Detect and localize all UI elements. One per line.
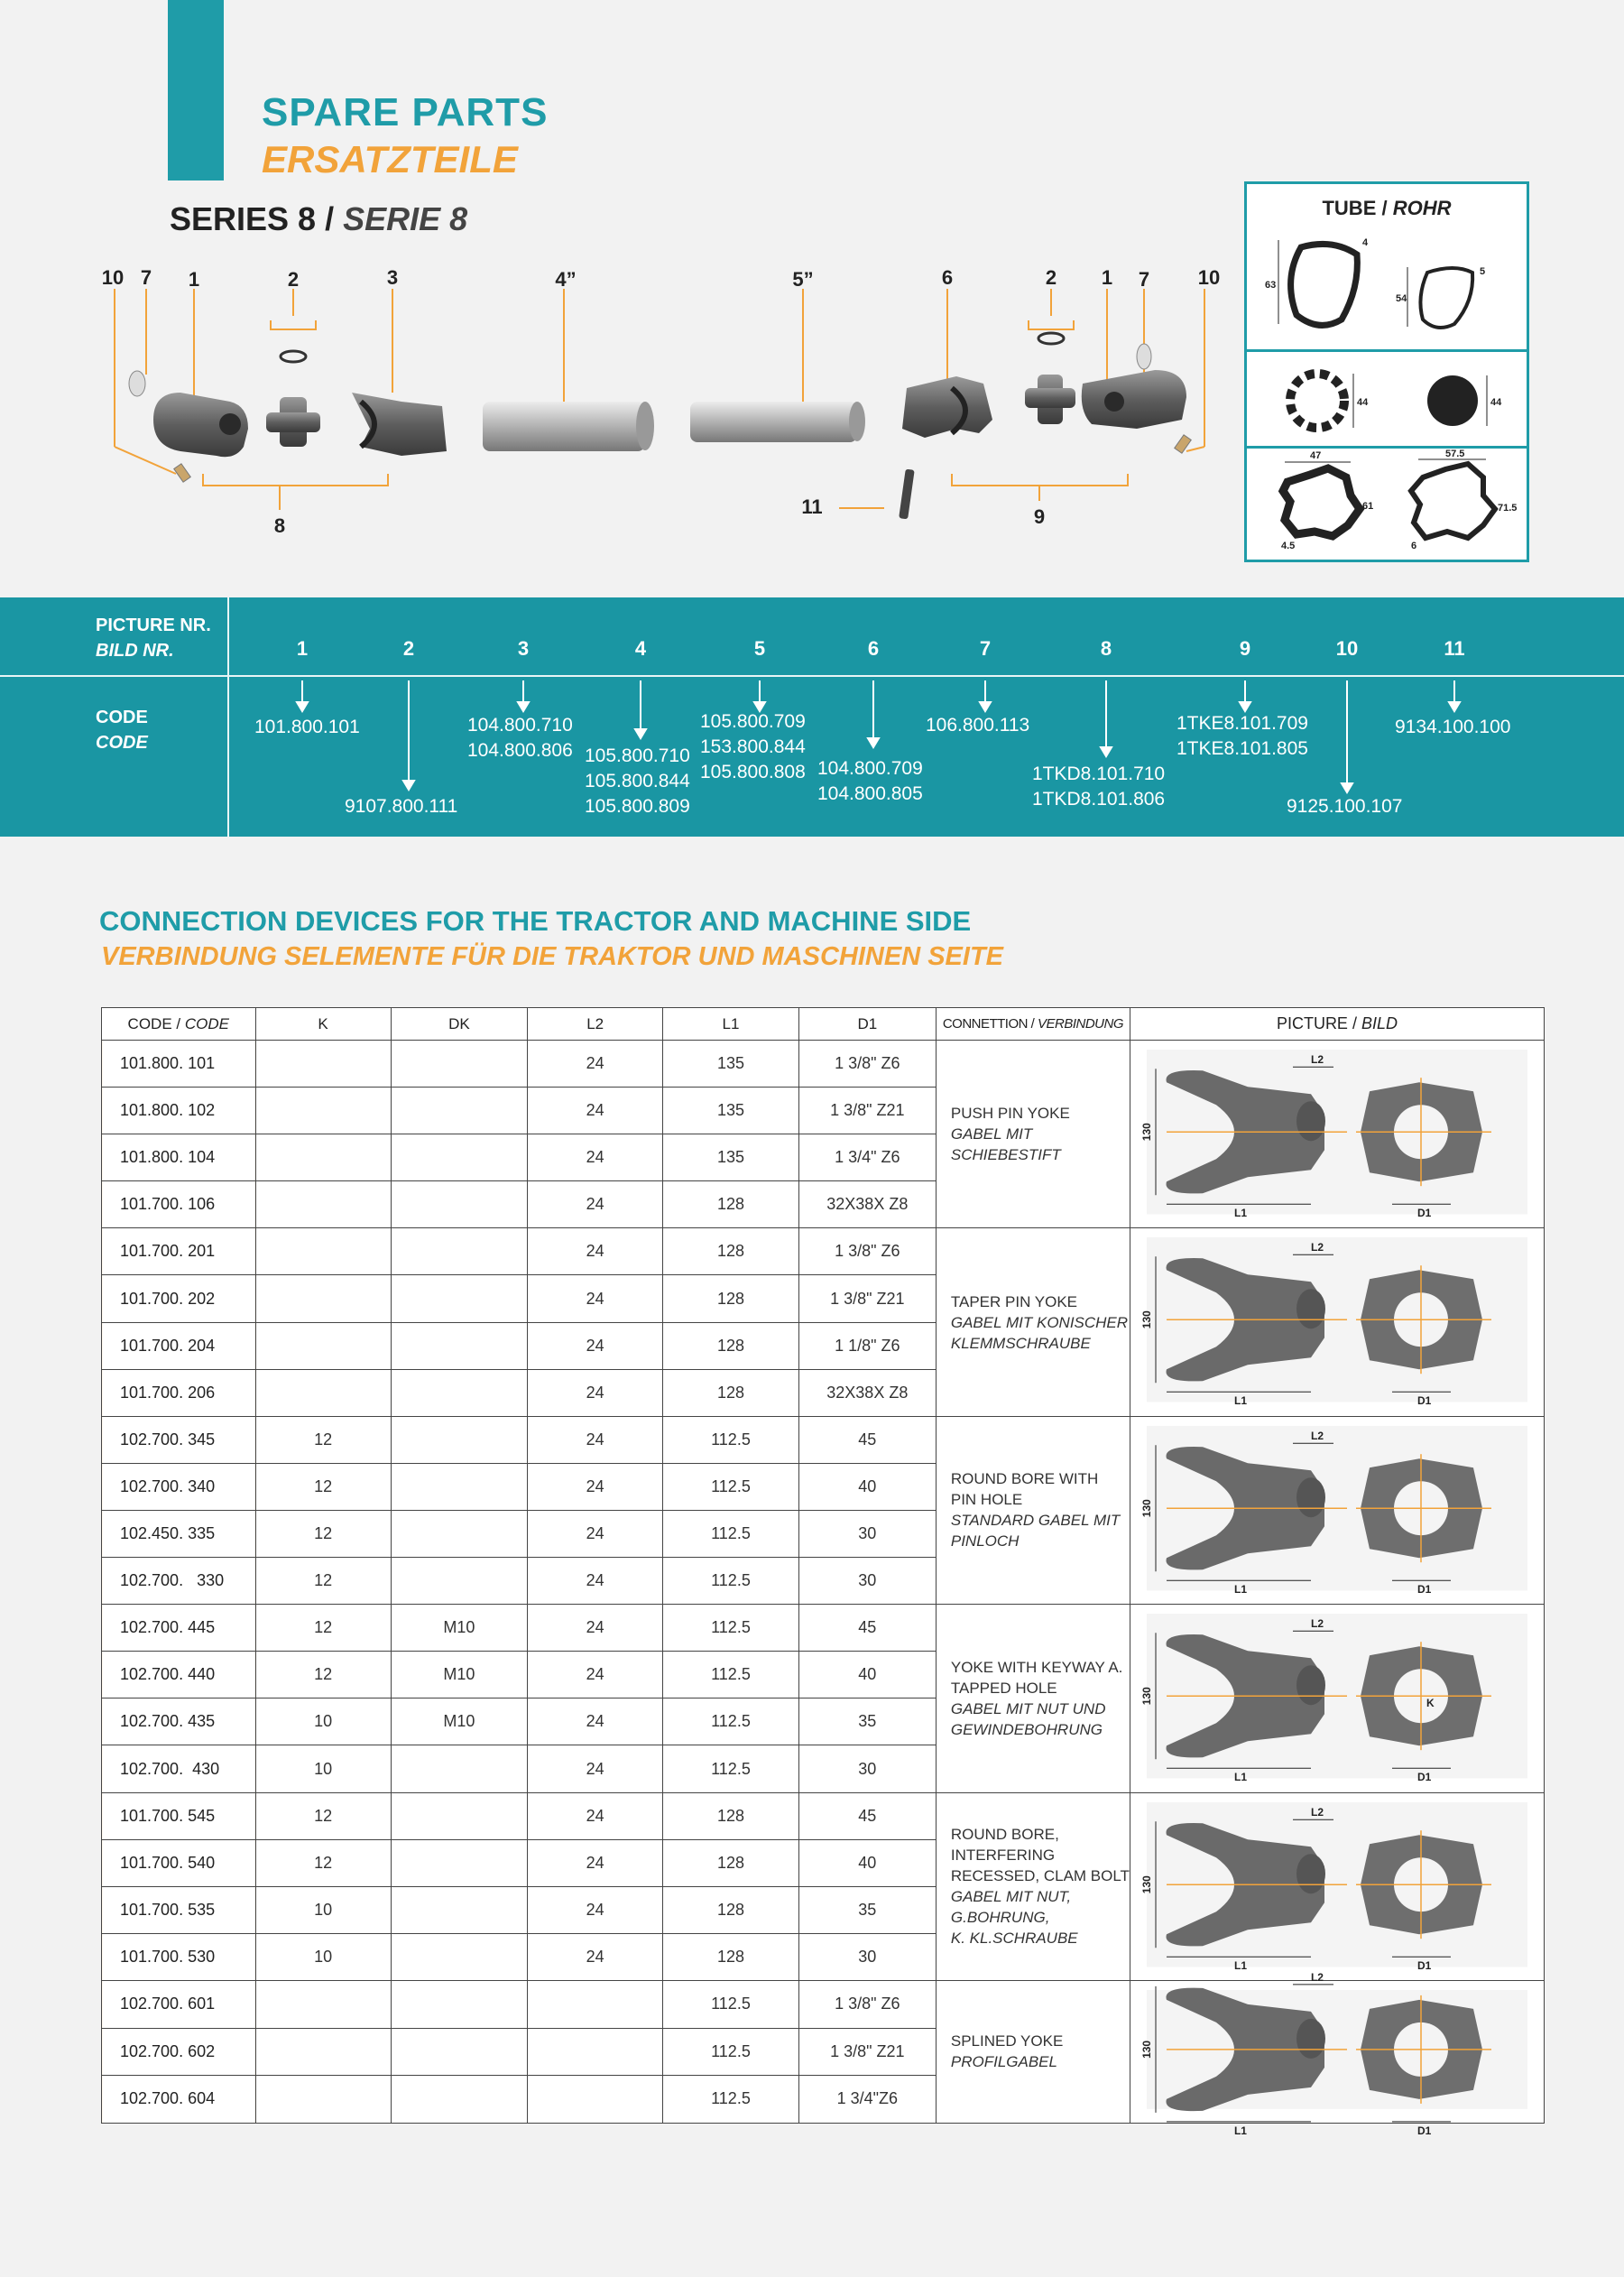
tube-dim: 54 xyxy=(1396,293,1407,304)
cell-d1: 35 xyxy=(798,1886,936,1933)
header-code: CODE / CODE xyxy=(102,1008,256,1041)
callout-7-left: 7 xyxy=(140,266,152,289)
dim-l1-label: L1 xyxy=(1233,1582,1247,1596)
connection-name-german: STANDARD GABEL MIT PINLOCH xyxy=(950,1512,1121,1550)
exploded-view-diagram xyxy=(90,266,1227,555)
cell-code: 102.700. 445 xyxy=(102,1605,256,1652)
cell-l1: 128 xyxy=(663,1275,799,1322)
dim-l1-label: L1 xyxy=(1233,2124,1247,2137)
cell-picture xyxy=(1130,1228,1544,1416)
cell-dk xyxy=(391,1322,527,1369)
cell-k xyxy=(255,1041,391,1088)
tube-dim: 44 xyxy=(1357,397,1369,408)
cell-l1: 112.5 xyxy=(663,1463,799,1510)
cell-code: 101.800. 104 xyxy=(102,1134,256,1181)
yoke-drawing xyxy=(1130,1793,1544,1976)
cell-k xyxy=(255,1322,391,1369)
callout-8: 8 xyxy=(273,514,286,537)
cell-l1: 128 xyxy=(663,1369,799,1416)
picture-nr-4: 4 xyxy=(634,637,647,660)
cell-l1: 112.5 xyxy=(663,1745,799,1792)
series-label: SERIES 8 / xyxy=(170,200,335,237)
callout-9: 9 xyxy=(1033,505,1046,528)
cell-k xyxy=(255,1275,391,1322)
picture-nr-10: 10 xyxy=(1335,637,1359,660)
cell-dk xyxy=(391,1041,527,1088)
connection-name-german: GABEL MIT SCHIEBESTIFT xyxy=(950,1125,1061,1164)
dim-l1-label: L1 xyxy=(1233,1771,1247,1784)
callout-2-right: 2 xyxy=(1045,266,1057,289)
dim-height-label: 130 xyxy=(1140,1310,1153,1329)
cell-l1: 128 xyxy=(663,1181,799,1228)
cell-dk xyxy=(391,1134,527,1181)
cell-l2: 24 xyxy=(528,1322,663,1369)
dim-d1-label: D1 xyxy=(1416,1582,1432,1596)
dim-l2-label: L2 xyxy=(1310,1617,1324,1631)
cell-code: 102.700. 430 xyxy=(102,1745,256,1792)
cell-d1: 32X38X Z8 xyxy=(798,1181,936,1228)
cell-dk xyxy=(391,1228,527,1275)
cell-l2: 24 xyxy=(528,1886,663,1933)
cell-dk xyxy=(391,1792,527,1839)
cell-connection xyxy=(936,1228,1130,1416)
dim-d1-label: D1 xyxy=(1416,1771,1432,1784)
header-k: K xyxy=(255,1008,391,1041)
tube-dim: 47 xyxy=(1310,450,1322,461)
picture-nr-5: 5 xyxy=(753,637,766,660)
dim-d1-label: D1 xyxy=(1416,1394,1432,1408)
cell-d1: 40 xyxy=(798,1463,936,1510)
dim-height-label: 130 xyxy=(1140,1874,1153,1893)
cell-connection xyxy=(936,1792,1130,1980)
cell-k: 12 xyxy=(255,1463,391,1510)
cell-l2: 24 xyxy=(528,1416,663,1463)
header-l2: L2 xyxy=(528,1008,663,1041)
cell-d1: 1 3/8" Z21 xyxy=(798,2028,936,2076)
cell-d1: 30 xyxy=(798,1933,936,1980)
table-row xyxy=(102,1792,1545,1839)
picture-nr-8: 8 xyxy=(1100,637,1112,660)
tube-dim: 4.5 xyxy=(1281,541,1296,551)
callout-3: 3 xyxy=(386,266,399,289)
cell-d1: 40 xyxy=(798,1652,936,1698)
cell-l1: 112.5 xyxy=(663,1558,799,1605)
tube-title: TUBE / ROHR xyxy=(1322,197,1452,219)
dim-d1-label: D1 xyxy=(1416,1207,1432,1220)
cell-k xyxy=(255,1980,391,2028)
cell-l2: 24 xyxy=(528,1745,663,1792)
header-d1: D1 xyxy=(798,1008,936,1041)
cell-d1: 45 xyxy=(798,1792,936,1839)
cell-connection xyxy=(936,1980,1130,2123)
cell-d1: 45 xyxy=(798,1605,936,1652)
cell-code: 101.700. 201 xyxy=(102,1228,256,1275)
cell-l1: 112.5 xyxy=(663,1980,799,2028)
callout-4: 4” xyxy=(555,268,577,291)
cell-dk xyxy=(391,1181,527,1228)
connection-name: SPLINED YOKE xyxy=(950,2032,1064,2050)
part-code-3: 104.800.710 104.800.806 xyxy=(467,715,573,761)
dim-height-label: 130 xyxy=(1140,1498,1153,1517)
dim-l2-label: L2 xyxy=(1310,1053,1324,1067)
tube-profiles-box xyxy=(1244,181,1529,562)
series-title xyxy=(170,200,467,238)
cell-code: 101.700. 530 xyxy=(102,1933,256,1980)
cell-picture xyxy=(1130,1605,1544,1792)
tube-dim: 71.5 xyxy=(1498,503,1518,514)
dim-l2-label: L2 xyxy=(1310,1241,1324,1254)
cell-code: 102.700. 435 xyxy=(102,1698,256,1745)
cell-d1: 32X38X Z8 xyxy=(798,1369,936,1416)
picture-nr-7: 7 xyxy=(979,637,992,660)
cell-k xyxy=(255,1134,391,1181)
connection-name: ROUND BORE, INTERFERING RECESSED, CLAM BOLT xyxy=(950,1826,1130,1885)
callout-6: 6 xyxy=(941,266,954,289)
cell-dk xyxy=(391,1745,527,1792)
cell-l2: 24 xyxy=(528,1558,663,1605)
page-title: SPARE PARTS xyxy=(262,90,549,134)
cell-l1: 112.5 xyxy=(663,1698,799,1745)
header-dk: DK xyxy=(391,1008,527,1041)
series-label-german: SERIE 8 xyxy=(343,200,468,237)
cell-d1: 40 xyxy=(798,1839,936,1886)
cell-code: 102.700. 345 xyxy=(102,1416,256,1463)
cell-dk xyxy=(391,2028,527,2076)
header-l1: L1 xyxy=(663,1008,799,1041)
cell-l2: 24 xyxy=(528,1088,663,1134)
tube-dim: 4 xyxy=(1362,237,1369,248)
cell-k xyxy=(255,1228,391,1275)
cell-l2: 24 xyxy=(528,1510,663,1557)
callout-10-right: 10 xyxy=(1197,266,1221,289)
cell-l2: 24 xyxy=(528,1839,663,1886)
header-connection: CONNETTION / VERBINDUNG xyxy=(936,1008,1130,1041)
cell-picture xyxy=(1130,1970,1544,2137)
cell-l1: 135 xyxy=(663,1134,799,1181)
cell-l1: 135 xyxy=(663,1041,799,1088)
tube-dim: 5 xyxy=(1480,266,1486,277)
cell-dk xyxy=(391,1369,527,1416)
connection-title: CONNECTION DEVICES FOR THE TRACTOR AND MACHINE SIDE xyxy=(99,905,972,937)
tube-dim: 6 xyxy=(1411,541,1417,551)
dim-height-label: 130 xyxy=(1140,2040,1153,2059)
cell-code: 101.700. 545 xyxy=(102,1792,256,1839)
cell-dk xyxy=(391,1980,527,2028)
tube-dim: 57.5 xyxy=(1445,449,1465,459)
cell-l2: 24 xyxy=(528,1134,663,1181)
cell-d1: 1 3/8" Z6 xyxy=(798,1041,936,1088)
cell-l1: 128 xyxy=(663,1933,799,1980)
cell-code: 101.800. 102 xyxy=(102,1088,256,1134)
dim-d1-label: D1 xyxy=(1416,1958,1432,1972)
yoke-drawing xyxy=(1130,1605,1544,1787)
cell-l1: 128 xyxy=(663,1839,799,1886)
cell-code: 102.700. 330 xyxy=(102,1558,256,1605)
cell-dk xyxy=(391,1886,527,1933)
cell-l2: 24 xyxy=(528,1792,663,1839)
cell-dk xyxy=(391,1463,527,1510)
cell-code: 102.700. 602 xyxy=(102,2028,256,2076)
dim-k-label: K xyxy=(1426,1697,1435,1710)
cell-l1: 112.5 xyxy=(663,1510,799,1557)
picture-nr-3: 3 xyxy=(517,637,530,660)
cell-l2 xyxy=(528,2076,663,2124)
callout-7-right: 7 xyxy=(1138,268,1150,291)
cell-k: 12 xyxy=(255,1652,391,1698)
connection-name: PUSH PIN YOKE xyxy=(950,1105,1070,1123)
cell-d1: 30 xyxy=(798,1558,936,1605)
cell-l1: 128 xyxy=(663,1228,799,1275)
tube-dim: 44 xyxy=(1490,397,1502,408)
cell-d1: 45 xyxy=(798,1416,936,1463)
dim-height-label: 130 xyxy=(1140,1123,1153,1142)
cell-d1: 30 xyxy=(798,1510,936,1557)
part-code-7: 106.800.113 xyxy=(926,715,1030,736)
part-code-11: 9134.100.100 xyxy=(1395,717,1511,737)
cell-k: 12 xyxy=(255,1558,391,1605)
connection-name: YOKE WITH KEYWAY A. TAPPED HOLE xyxy=(950,1658,1123,1697)
part-code-2: 9107.800.111 xyxy=(345,796,458,817)
cell-l1: 112.5 xyxy=(663,1652,799,1698)
connection-devices-table xyxy=(101,1007,1545,2137)
part-code-6: 104.800.709 104.800.805 xyxy=(817,758,923,804)
part-code-4: 105.800.710 105.800.844 105.800.809 xyxy=(585,745,690,817)
table-row xyxy=(102,1228,1545,1275)
cell-k: 10 xyxy=(255,1745,391,1792)
cell-k: 10 xyxy=(255,1698,391,1745)
cell-k: 10 xyxy=(255,1886,391,1933)
tube-profiles-diagram xyxy=(1247,184,1527,560)
dim-l1-label: L1 xyxy=(1233,1394,1247,1408)
yoke-drawing xyxy=(1130,1041,1544,1223)
cell-dk xyxy=(391,1416,527,1463)
cell-l1: 112.5 xyxy=(663,2028,799,2076)
part-code-8: 1TKD8.101.710 1TKD8.101.806 xyxy=(1032,764,1166,810)
cell-code: 101.700. 206 xyxy=(102,1369,256,1416)
cell-d1: 1 3/8" Z6 xyxy=(798,1228,936,1275)
yoke-drawing xyxy=(1130,1228,1544,1411)
cell-picture xyxy=(1130,1041,1544,1228)
cell-dk: M10 xyxy=(391,1698,527,1745)
cell-l2: 24 xyxy=(528,1605,663,1652)
cell-l2: 24 xyxy=(528,1698,663,1745)
cell-code: 102.700. 601 xyxy=(102,1980,256,2028)
cell-k xyxy=(255,2028,391,2076)
cell-d1: 1 3/8" Z21 xyxy=(798,1275,936,1322)
yoke-drawing xyxy=(1130,1417,1544,1599)
connection-name: ROUND BORE WITH PIN HOLE xyxy=(950,1470,1099,1509)
cell-d1: 1 3/4"Z6 xyxy=(798,2076,936,2124)
cell-code: 102.700. 604 xyxy=(102,2076,256,2124)
cell-k: 10 xyxy=(255,1933,391,1980)
cell-code: 101.700. 106 xyxy=(102,1181,256,1228)
cell-l1: 128 xyxy=(663,1886,799,1933)
connection-name-german: GABEL MIT KONISCHER KLEMMSCHRAUBE xyxy=(950,1313,1129,1352)
dim-l1-label: L1 xyxy=(1233,1958,1247,1972)
accent-bar xyxy=(168,0,224,180)
picture-nr-11: 11 xyxy=(1444,637,1465,660)
connection-name-german: PROFILGABEL xyxy=(950,2053,1057,2071)
cell-dk xyxy=(391,1275,527,1322)
bild-nr-label: BILD NR. xyxy=(96,641,174,661)
cell-l2: 24 xyxy=(528,1275,663,1322)
cell-l2: 24 xyxy=(528,1463,663,1510)
code-label: CODE xyxy=(96,708,148,727)
cell-dk xyxy=(391,1558,527,1605)
cell-l1: 112.5 xyxy=(663,1605,799,1652)
table-row xyxy=(102,1980,1545,2028)
connection-title-german: VERBINDUNG SELEMENTE FÜR DIE TRAKTOR UND MASCHINEN SEITE xyxy=(101,942,1004,971)
dim-l2-label: L2 xyxy=(1310,1429,1324,1442)
cell-picture xyxy=(1130,1416,1544,1604)
cell-l1: 128 xyxy=(663,1322,799,1369)
cell-d1: 1 1/8" Z6 xyxy=(798,1322,936,1369)
connection-name: TAPER PIN YOKE xyxy=(950,1292,1078,1310)
part-code-5: 105.800.709 153.800.844 105.800.808 xyxy=(700,711,806,782)
cell-l1: 128 xyxy=(663,1792,799,1839)
cell-l2 xyxy=(528,1980,663,2028)
cell-dk xyxy=(391,1510,527,1557)
cell-k: 12 xyxy=(255,1792,391,1839)
part-code-10: 9125.100.107 xyxy=(1287,796,1403,817)
cell-connection xyxy=(936,1041,1130,1228)
connection-name-german: GABEL MIT NUT, G.BOHRUNG, K. KL.SCHRAUBE xyxy=(950,1888,1078,1948)
dim-d1-label: D1 xyxy=(1416,2124,1432,2137)
cell-code: 101.700. 540 xyxy=(102,1839,256,1886)
cell-code: 102.450. 335 xyxy=(102,1510,256,1557)
tube-dim: 63 xyxy=(1265,280,1277,291)
cell-l2: 24 xyxy=(528,1181,663,1228)
cell-l1: 135 xyxy=(663,1088,799,1134)
picture-nr-6: 6 xyxy=(867,637,880,660)
cell-k: 12 xyxy=(255,1839,391,1886)
cell-code: 101.700. 204 xyxy=(102,1322,256,1369)
picture-nr-9: 9 xyxy=(1239,637,1251,660)
cell-d1: 30 xyxy=(798,1745,936,1792)
cell-dk: M10 xyxy=(391,1605,527,1652)
table-row xyxy=(102,1605,1545,1652)
table-row xyxy=(102,1416,1545,1463)
cell-d1: 1 3/8" Z6 xyxy=(798,1980,936,2028)
cell-l1: 112.5 xyxy=(663,2076,799,2124)
dim-l2-label: L2 xyxy=(1310,1805,1324,1819)
cell-l2: 24 xyxy=(528,1933,663,1980)
callout-10-left: 10 xyxy=(101,266,125,289)
dim-l1-label: L1 xyxy=(1233,1207,1247,1220)
yoke-drawing xyxy=(1130,1970,1544,2137)
picture-nr-label: PICTURE NR. xyxy=(96,616,211,635)
cell-dk xyxy=(391,1839,527,1886)
cell-l2: 24 xyxy=(528,1369,663,1416)
cell-code: 101.700. 535 xyxy=(102,1886,256,1933)
callout-1-left: 1 xyxy=(188,268,200,291)
cell-k: 12 xyxy=(255,1416,391,1463)
cell-l2: 24 xyxy=(528,1041,663,1088)
callout-1-right: 1 xyxy=(1101,266,1113,289)
cell-l2: 24 xyxy=(528,1228,663,1275)
table-header-row xyxy=(102,1008,1545,1041)
cell-d1: 35 xyxy=(798,1698,936,1745)
cell-k xyxy=(255,1181,391,1228)
cell-k xyxy=(255,2076,391,2124)
callout-11: 11 xyxy=(801,495,823,518)
cell-l2 xyxy=(528,2028,663,2076)
picture-nr-1: 1 xyxy=(296,637,309,660)
cell-code: 101.700. 202 xyxy=(102,1275,256,1322)
cell-l1: 112.5 xyxy=(663,1416,799,1463)
cell-k xyxy=(255,1369,391,1416)
cell-code: 101.800. 101 xyxy=(102,1041,256,1088)
callout-2-left: 2 xyxy=(287,268,300,291)
cell-code: 102.700. 440 xyxy=(102,1652,256,1698)
code-label-german: CODE xyxy=(96,733,148,753)
part-code-9: 1TKE8.101.709 1TKE8.101.805 xyxy=(1176,713,1308,759)
cell-dk xyxy=(391,1933,527,1980)
connection-name-german: GABEL MIT NUT UND GEWINDEBOHRUNG xyxy=(950,1699,1106,1738)
cell-connection xyxy=(936,1416,1130,1604)
cell-code: 102.700. 340 xyxy=(102,1463,256,1510)
cell-dk xyxy=(391,2076,527,2124)
cell-dk xyxy=(391,1088,527,1134)
picture-nr-2: 2 xyxy=(402,637,415,660)
header-picture: PICTURE / BILD xyxy=(1130,1008,1544,1041)
dim-height-label: 130 xyxy=(1140,1687,1153,1706)
cell-dk: M10 xyxy=(391,1652,527,1698)
callout-5: 5” xyxy=(792,268,814,291)
page-title-german: ERSATZTEILE xyxy=(262,138,518,180)
cell-k xyxy=(255,1088,391,1134)
cell-picture xyxy=(1130,1792,1544,1980)
cell-connection xyxy=(936,1605,1130,1792)
part-code-1: 101.800.101 xyxy=(254,717,360,737)
cell-k: 12 xyxy=(255,1510,391,1557)
parts-code-band xyxy=(0,597,1624,837)
cell-l2: 24 xyxy=(528,1652,663,1698)
table-row xyxy=(102,1041,1545,1088)
cell-k: 12 xyxy=(255,1605,391,1652)
cell-d1: 1 3/4" Z6 xyxy=(798,1134,936,1181)
dim-l2-label: L2 xyxy=(1310,1970,1324,1984)
tube-dim: 61 xyxy=(1362,501,1374,512)
cell-d1: 1 3/8" Z21 xyxy=(798,1088,936,1134)
